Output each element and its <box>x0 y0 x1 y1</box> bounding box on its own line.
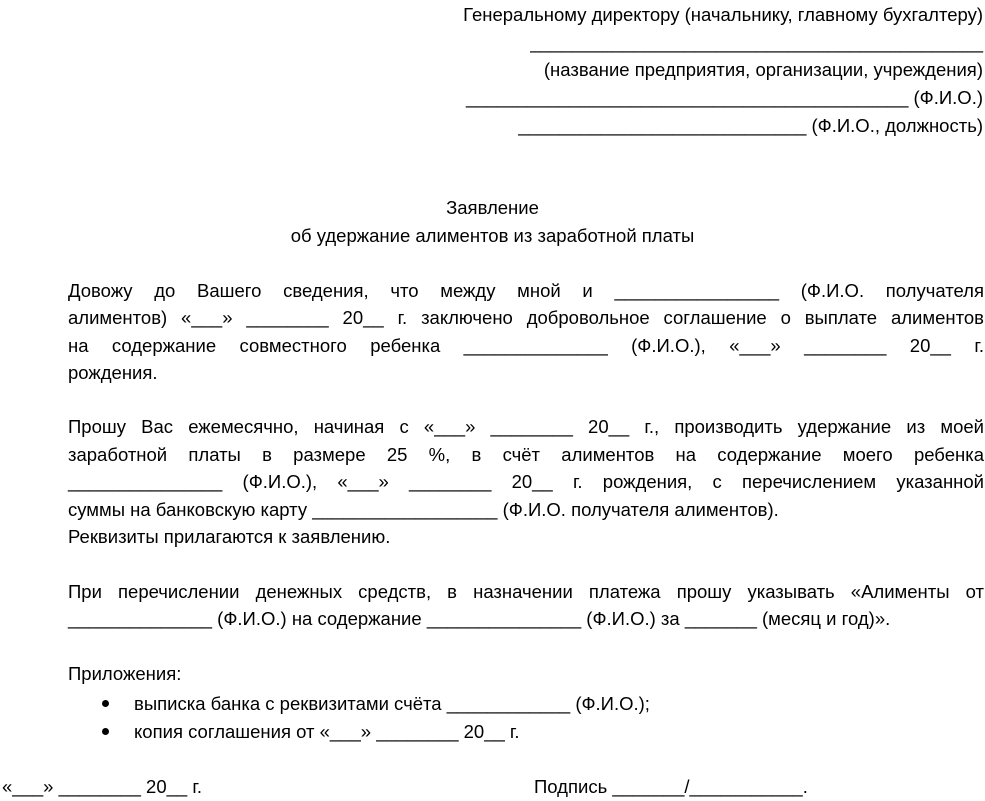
paragraph-2-line-3: _______________ (Ф.И.О.), «___» ________ 20__ г. рождения, с перечислением указанной <box>68 471 984 492</box>
paragraph-2-line-4: суммы на банковскую карту __________________ (Ф.И.О. получателя алиментов). <box>68 499 779 520</box>
bullet-icon <box>102 700 109 707</box>
attachments-heading: Приложения: <box>68 663 182 684</box>
recipient-name-field: ___________________________________________ (Ф.И.О.) <box>465 87 983 108</box>
paragraph-1-line-2: алиментов) «___» ________ 20__ г. заключено добровольное соглашение о выплате алиментов <box>68 307 984 328</box>
document-title: Заявление <box>446 197 539 218</box>
recipient-title: Генеральному директору (начальнику, главному бухгалтеру) <box>463 4 983 25</box>
paragraph-2-line-5: Реквизиты прилагаются к заявлению. <box>68 526 391 547</box>
organization-caption: (название предприятия, организации, учреждения) <box>543 59 983 80</box>
attachment-item-bank-statement: выписка банка с реквизитами счёта ____________ (Ф.И.О.); <box>134 693 650 714</box>
organization-blank: ____________________________________________ <box>530 32 983 53</box>
document-subtitle: об удержание алиментов из заработной платы <box>290 225 695 246</box>
applicant-name-position-field: ____________________________ (Ф.И.О., должность) <box>518 115 983 136</box>
paragraph-1-line-1: Довожу до Вашего сведения, что между мной и ________________ (Ф.И.О. получателя <box>68 280 984 301</box>
paragraph-2-line-1: Прошу Вас ежемесячно, начиная с «___» ________ 20__ г., производить удержание из моей <box>68 416 984 437</box>
paragraph-1-line-4: рождения. <box>68 362 158 383</box>
paragraph-2-line-2: заработной платы в размере 25 %, в счёт алиментов на содержание моего ребенка <box>68 444 984 465</box>
attachment-item-agreement-copy: копия соглашения от «___» ________ 20__ г. <box>134 721 520 742</box>
footer-signature: Подпись _______/___________. <box>534 776 808 797</box>
paragraph-3-line-2: ______________ (Ф.И.О.) на содержание _______________ (Ф.И.О.) за _______ (месяц и год)». <box>68 608 891 629</box>
bullet-icon <box>102 728 109 735</box>
paragraph-3-line-1: При перечислении денежных средств, в назначении платежа прошу указывать «Алименты от <box>68 581 984 602</box>
footer-date: «___» ________ 20__ г. <box>2 776 202 797</box>
paragraph-1-line-3: на содержание совместного ребенка ______________ (Ф.И.О.), «___» ________ 20__ г. <box>68 335 984 356</box>
